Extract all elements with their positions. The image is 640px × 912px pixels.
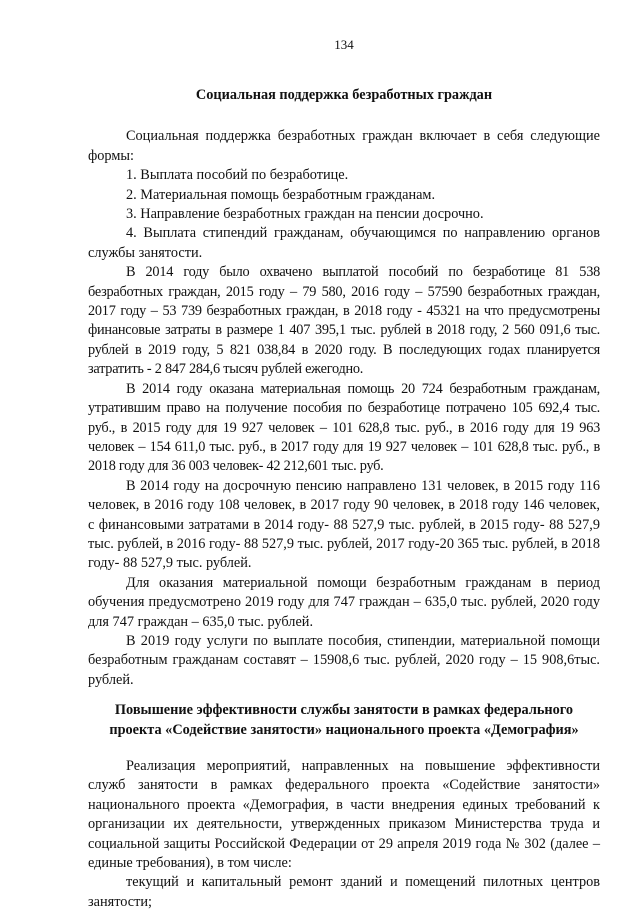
section-title-social-support: Социальная поддержка безработных граждан bbox=[195, 87, 493, 103]
section-title-line: Повышение эффективности службы занятости в рамках федерального bbox=[114, 702, 574, 719]
paragraph: Социальная поддержка безработных граждан включает в себя следующие формы: bbox=[88, 128, 600, 164]
list-item: 3. Направление безработных граждан на пенсии досрочно. bbox=[126, 206, 484, 223]
list-item: 1. Выплата пособий по безработице. bbox=[126, 167, 349, 184]
page-number: 134 bbox=[334, 37, 354, 52]
paragraph: В 2014 году на досрочную пенсию направлено 131 человек, в 2015 году 116 человек, в 2016 году 108 человек, в 2017 году 90 человек, в 2018 году 146 человек, с финансовыми затратами в 2014 году- 88 527,9 тыс. рублей, в 2015 году- 88 527,9 тыс. рублей, в 2016 году- 88 527,9 тыс. рублей, 2017 году-20 365 тыс. рублей, в 2018 году- 88 527,9 тыс. рублей. bbox=[88, 477, 600, 572]
section-title-line: проекта «Содействие занятости» национального проекта «Демография» bbox=[109, 721, 579, 738]
paragraph: В 2019 году услуги по выплате пособия, стипендии, материальной помощи безработным гражданам составят – 15908,6 тыс. рублей, 2020 году – 15 908,6тыс. рублей. bbox=[88, 632, 600, 688]
list-item: 2. Материальная помощь безработным гражданам. bbox=[126, 186, 436, 203]
paragraph: текущий и капитальный ремонт зданий и помещений пилотных центров занятости; bbox=[88, 874, 600, 910]
paragraph: В 2014 году было охвачено выплатой пособий по безработице 81 538 безработных граждан, 2015 году – 79 580, 2016 году – 57590 безработных граждан, 2017 году – 53 739 безработных граждан, в 2018 году - 45321 на что предусмотрены финансовые затраты в размере 1 407 395,1 тыс. рублей в 2018 году, 2 560 091,6 тыс. рублей в 2019 году, 5 821 038,84 в 2020 году. В последующих годах планируется затратить - 2 847 284,6 тысяч рублей ежегодно. bbox=[88, 264, 600, 378]
paragraph: В 2014 году оказана материальная помощь 20 724 безработным гражданам, утратившим право на получение пособия по безработице потрачено 105 692,4 тыс. руб., в 2015 году для 19 927 человек – 101 628,8 тыс. руб., в 2016 году для 19 963 человек – 154 611,0 тыс. руб., в 2017 году для 19 927 человек – 101 628,8 тыс. руб., в 2018 году для 36 003 человек- 42 212,601 тыс. руб. bbox=[88, 380, 600, 475]
paragraph: Реализация мероприятий, направленных на повышение эффективности служб занятости в рамках федерального проекта «Содействие занятости» национального проекта «Демография, в части внедрения единых требований к организации их деятельности, утвержденных приказом Министерства труда и социальной защиты Российской Федерации от 29 апреля 2019 года № 302 (далее – единые требования), в том числе: bbox=[88, 758, 600, 872]
paragraph: Для оказания материальной помощи безработным гражданам в период обучения предусмотрено 2019 году для 747 граждан – 635,0 тыс. рублей, 2020 году для 747 граждан – 635,0 тыс. рублей. bbox=[88, 574, 600, 630]
list-item: 4. Выплата стипендий гражданам, обучающимся по направлению органов службы занятости. bbox=[88, 225, 600, 261]
section-title-employment-efficiency bbox=[88, 701, 600, 740]
